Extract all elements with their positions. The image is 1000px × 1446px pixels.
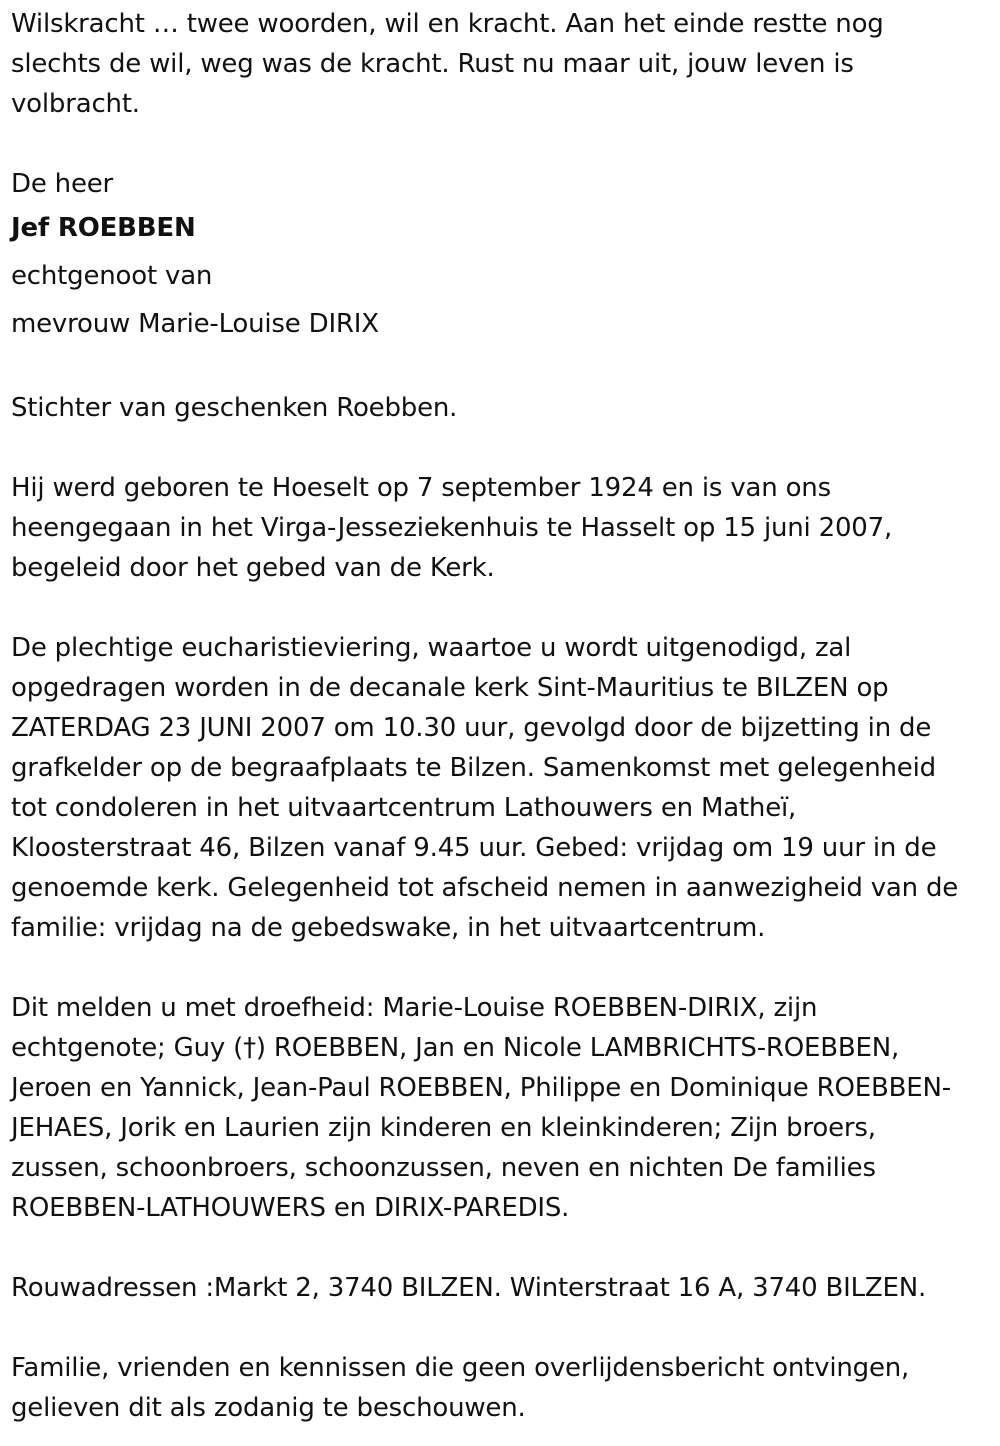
birth-death-paragraph xyxy=(11,468,991,588)
spacer xyxy=(11,948,991,988)
ceremony-line: tot condoleren in het uitvaartcentrum Lathouwers en Matheï, xyxy=(11,793,797,823)
spacer xyxy=(11,124,991,164)
closing-line: gelieven dit als zodanig te beschouwen. xyxy=(11,1393,526,1423)
addresses-paragraph xyxy=(11,1268,991,1308)
family-line: zussen, schoonbroers, schoonzussen, neven en nichten De families xyxy=(11,1153,876,1183)
spacer xyxy=(11,348,991,388)
closing-line: Familie, vrienden en kennissen die geen overlijdensbericht ontvingen, xyxy=(11,1353,910,1383)
family-line: JEHAES, Jorik en Laurien zijn kinderen en kleinkinderen; Zijn broers, xyxy=(11,1113,876,1143)
birth-death-line: begeleid door het gebed van de Kerk. xyxy=(11,553,495,583)
deceased-relation: echtgenoot van xyxy=(11,261,213,291)
family-line: echtgenote; Guy (†) ROEBBEN, Jan en Nicole LAMBRICHTS-ROEBBEN, xyxy=(11,1033,900,1063)
ceremony-line: De plechtige eucharistieviering, waartoe u wordt uitgenodigd, zal xyxy=(11,633,852,663)
poem-paragraph xyxy=(11,4,991,124)
poem-line: Wilskracht … twee woorden, wil en kracht. Aan het einde restte nog xyxy=(11,9,884,39)
ceremony-paragraph xyxy=(11,628,991,948)
family-paragraph xyxy=(11,988,991,1228)
deceased-name: Jef ROEBBEN xyxy=(11,213,196,243)
family-line: Jeroen en Yannick, Jean-Paul ROEBBEN, Philippe en Dominique ROEBBEN- xyxy=(11,1073,951,1103)
closing-paragraph xyxy=(11,1348,991,1428)
ceremony-line: Kloosterstraat 46, Bilzen vanaf 9.45 uur. Gebed: vrijdag om 19 uur in de xyxy=(11,833,937,863)
family-line: Dit melden u met droefheid: Marie-Louise ROEBBEN-DIRIX, zijn xyxy=(11,993,818,1023)
birth-death-line: Hij werd geboren te Hoeselt op 7 september 1924 en is van ons xyxy=(11,473,831,503)
birth-death-line: heengegaan in het Virga-Jesseziekenhuis te Hasselt op 15 juni 2007, xyxy=(11,513,893,543)
spacer xyxy=(11,1228,991,1268)
family-line: ROEBBEN-LATHOUWERS en DIRIX-PAREDIS. xyxy=(11,1193,570,1223)
poem-line: volbracht. xyxy=(11,89,140,119)
addresses-line: Rouwadressen :Markt 2, 3740 BILZEN. Winterstraat 16 A, 3740 BILZEN. xyxy=(11,1273,927,1303)
spacer xyxy=(11,428,991,468)
spacer xyxy=(11,588,991,628)
deceased-spouse: mevrouw Marie-Louise DIRIX xyxy=(11,309,379,339)
obituary-document xyxy=(11,4,991,1428)
deceased-title: De heer xyxy=(11,169,114,199)
ceremony-line: familie: vrijdag na de gebedswake, in het uitvaartcentrum. xyxy=(11,913,766,943)
spacer xyxy=(11,1308,991,1348)
poem-line: slechts de wil, weg was de kracht. Rust nu maar uit, jouw leven is xyxy=(11,49,854,79)
ceremony-line: opgedragen worden in de decanale kerk Sint-Mauritius te BILZEN op xyxy=(11,673,889,703)
ceremony-line: grafkelder op de begraafplaats te Bilzen. Samenkomst met gelegenheid xyxy=(11,753,936,783)
deceased-block xyxy=(11,164,991,348)
ceremony-line: ZATERDAG 23 JUNI 2007 om 10.30 uur, gevolgd door de bijzetting in de xyxy=(11,713,932,743)
occupation-line: Stichter van geschenken Roebben. xyxy=(11,393,458,423)
occupation-paragraph xyxy=(11,388,991,428)
ceremony-line: genoemde kerk. Gelegenheid tot afscheid nemen in aanwezigheid van de xyxy=(11,873,959,903)
